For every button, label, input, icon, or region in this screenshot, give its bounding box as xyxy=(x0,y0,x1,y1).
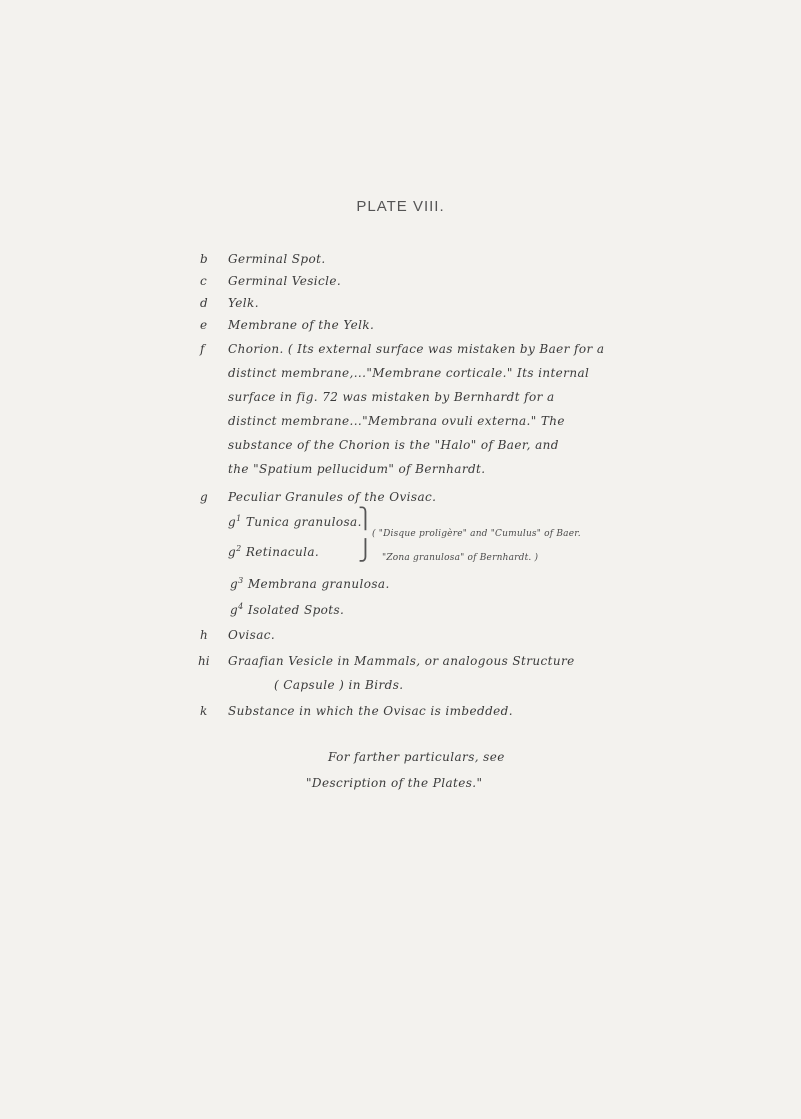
entry-chorion-line-4: distinct membrane..."Membrana ovuli externa." The xyxy=(228,414,565,428)
entry-letter-hi: hi xyxy=(198,654,210,668)
entry-chorion-line-6: the "Spatium pellucidum" of Bernhardt. xyxy=(228,462,486,476)
entry-germinal-vesicle: Germinal Vesicle. xyxy=(228,274,342,288)
entry-letter-d: d xyxy=(200,296,208,310)
entry-letter-c: c xyxy=(200,274,207,288)
entry-graafian-line-1: Graafian Vesicle in Mammals, or analogous Structure xyxy=(228,654,575,668)
entry-yelk: Yelk. xyxy=(228,296,259,310)
entry-letter-f: f xyxy=(200,342,205,356)
entry-chorion-line-1: Chorion. ( Its external surface was mistaken by Baer for a xyxy=(228,342,605,356)
entry-chorion-line-3: surface in fig. 72 was mistaken by Bernhardt for a xyxy=(228,390,555,404)
entry-letter-g: g xyxy=(200,490,208,504)
entry-letter-k: k xyxy=(200,704,208,718)
g4-isolated-spots: $g^4$ Isolated Spots. xyxy=(230,602,345,617)
brace-lower: ⎭ xyxy=(358,538,373,562)
entry-substance: Substance in which the Ovisac is imbedded. xyxy=(228,704,513,718)
entry-letter-e: e xyxy=(200,318,208,332)
entry-chorion-line-5: substance of the Chorion is the "Halo" of Baer, and xyxy=(228,438,559,452)
g1-tunica-granulosa: $g^1$ Tunica granulosa. xyxy=(228,514,362,529)
g3-membrana-granulosa: $g^3$ Membrana granulosa. xyxy=(230,576,390,591)
entry-ovisac: Ovisac. xyxy=(228,628,276,642)
footer-line-1: For farther particulars, see xyxy=(328,750,505,764)
entry-graafian-line-2: ( Capsule ) in Birds. xyxy=(274,678,404,692)
g2-retinacula: $g^2$ Retinacula. xyxy=(228,544,320,559)
entry-letter-b: b xyxy=(200,252,208,266)
entry-chorion-line-2: distinct membrane,..."Membrane corticale." Its internal xyxy=(228,366,590,380)
footer-line-2: "Description of the Plates." xyxy=(306,776,483,790)
entry-membrane-of-yelk: Membrane of the Yelk. xyxy=(228,318,375,332)
brace-upper: ⎫ xyxy=(358,506,373,530)
entry-peculiar-granules: Peculiar Granules of the Ovisac. xyxy=(228,490,437,504)
g-note-line-1: ( "Disque proligère" and "Cumulus" of Baer. xyxy=(372,529,581,539)
g-note-line-2: "Zona granulosa" of Bernhardt. ) xyxy=(382,553,539,563)
entry-letter-h: h xyxy=(200,628,208,642)
entry-germinal-spot: Germinal Spot. xyxy=(228,252,326,266)
page-title: PLATE VIII. xyxy=(356,198,445,215)
